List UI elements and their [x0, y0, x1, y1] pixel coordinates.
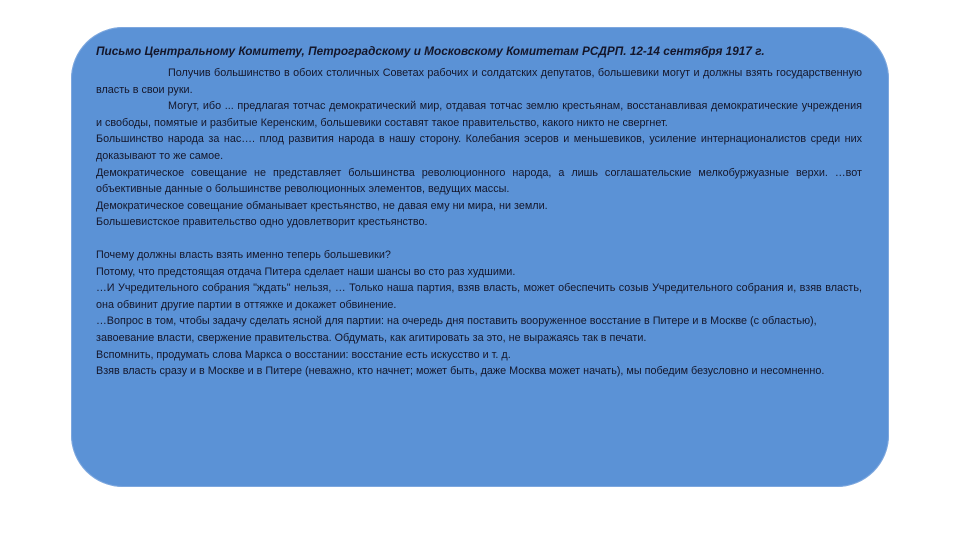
letter-title: Письмо Центральному Комитету, Петроградскому и Московскому Комитетам РСДРП. 12-14 сентября 1917 г. [96, 44, 765, 58]
paragraph-8: Потому, что предстоящая отдача Питера сделает наши шансы во сто раз худшими. [96, 265, 516, 278]
paragraph-3: Большинство народа за нас…. плод развития народа в нашу сторону. Колебания эсеров и меньшевиков, усиление интернационалистов среди них доказывают то же самое. [96, 133, 862, 162]
paragraph-6: Большевистское правительство одно удовлетворит крестьянство. [96, 216, 428, 229]
paragraph-9: …И Учредительного собрания "ждать" нельзя, … Только наша партия, взяв власть, может обеспечить созыв Учредительного собрания и, взяв власть, она обвинит другие партии в оттяжке и докажет обвинение. [96, 282, 862, 311]
paragraph-4: Демократическое совещание не представляет большинства революционного народа, а лишь соглашательские мелкобуржуазные верхи. …вот объективные данные о большинстве революционных элементов, ведущих массы. [96, 166, 862, 196]
paragraph-11: Вспомнить, продумать слова Маркса о восстании: восстание есть искусство и т. д. [96, 348, 511, 361]
paragraph-7: Почему должны власть взять именно теперь большевики? [96, 248, 391, 261]
paragraph-2: Могут, ибо ... предлагая тотчас демократический мир, отдавая тотчас землю крестьянам, восстанавливая демократические учреждения и свободы, помятые и разбитые Керенским, большевики составят такое правительство, какого никто не свергнет. [96, 100, 862, 129]
letter-text [96, 42, 862, 380]
paragraph-gap [96, 231, 862, 247]
paragraph-10: …Вопрос в том, чтобы задачу сделать ясной для партии: на очередь дня поставить вооруженное восстание в Питере и в Москве (с областью), завоевание власти, свержение правительства. Обдумать, как агитировать за это, не выражаясь так в печати. [96, 315, 817, 344]
paragraph-5: Демократическое совещание обманывает крестьянство, не давая ему ни мира, ни земли. [96, 199, 548, 212]
paragraph-1: Получив большинство в обоих столичных Советах рабочих и солдатских депутатов, большевики могут и должны взять государственную власть в свои руки. [96, 67, 862, 96]
paragraph-12: Взяв власть сразу и в Москве и в Питере (неважно, кто начнет; может быть, даже Москва может начать), мы победим безусловно и несомненно. [96, 365, 825, 378]
